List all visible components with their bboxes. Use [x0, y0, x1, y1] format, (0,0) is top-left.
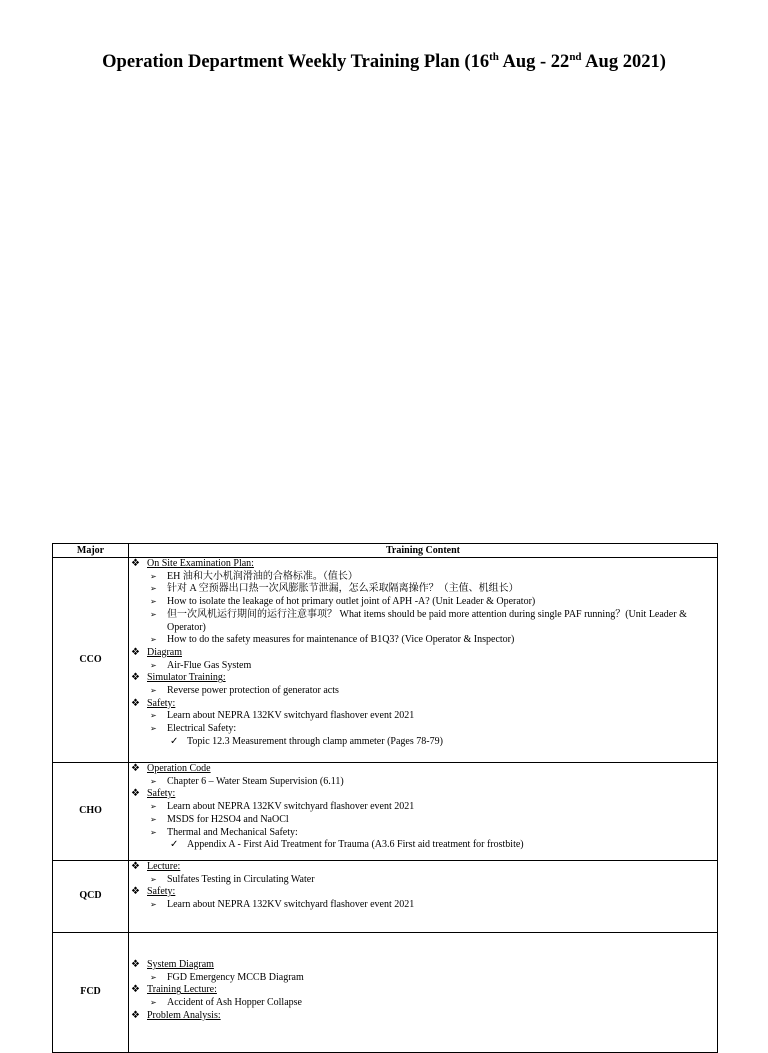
list-item — [129, 660, 717, 673]
diamond-bullet-icon: ❖ — [131, 1009, 140, 1021]
training-content-cell — [129, 558, 718, 763]
diamond-bullet-icon: ❖ — [131, 646, 140, 658]
list-item-text: Electrical Safety: — [167, 723, 237, 735]
table-row — [53, 933, 718, 1053]
sub-list-item-text: Topic 12.3 Measurement through clamp ammeter (Pages 78-79) — [187, 735, 443, 747]
section-heading-label: Operation Code — [147, 763, 211, 774]
section-heading — [129, 1010, 717, 1023]
arrow-bullet-icon: ➢ — [150, 776, 157, 786]
section-heading-label: Safety: — [147, 697, 176, 709]
section-heading-label: System Diagram — [147, 959, 214, 970]
table-row — [53, 763, 718, 861]
list-item-text: Chapter 6 – Water Steam Supervision (6.11) — [167, 775, 344, 787]
section-heading — [129, 959, 717, 972]
arrow-bullet-icon: ➢ — [150, 900, 157, 910]
title-text-end: Aug 2021) — [581, 52, 666, 73]
section-heading — [129, 647, 717, 660]
list-item — [129, 609, 717, 634]
diamond-bullet-icon: ❖ — [131, 672, 140, 684]
page-title — [0, 52, 768, 73]
list-item — [129, 710, 717, 723]
diamond-bullet-icon: ❖ — [131, 861, 140, 872]
arrow-bullet-icon: ➢ — [150, 597, 157, 607]
section-heading — [129, 672, 717, 685]
arrow-bullet-icon: ➢ — [150, 584, 157, 594]
table-header-row — [53, 544, 718, 558]
list-item-text: Thermal and Mechanical Safety: — [167, 826, 298, 838]
arrow-bullet-icon: ➢ — [150, 609, 157, 619]
list-item — [129, 997, 717, 1010]
table-row — [53, 861, 718, 933]
table-body — [53, 558, 718, 1053]
list-item-text: Learn about NEPRA 132KV switchyard flashover event 2021 — [167, 801, 415, 813]
list-item — [129, 814, 717, 827]
diamond-bullet-icon: ❖ — [131, 697, 140, 709]
list-item — [129, 723, 717, 736]
training-content-cell — [129, 861, 718, 933]
list-item — [129, 776, 717, 789]
major-cell: QCD — [53, 861, 129, 933]
diamond-bullet-icon: ❖ — [131, 984, 140, 996]
list-item — [129, 827, 717, 840]
arrow-bullet-icon: ➢ — [150, 711, 157, 721]
list-item-text: How to do the safety measures for maintenance of B1Q3? (Vice Operator & Inspector) — [167, 634, 515, 646]
diamond-bullet-icon: ❖ — [131, 558, 140, 569]
list-item-text: FGD Emergency MCCB Diagram — [167, 971, 304, 983]
arrow-bullet-icon: ➢ — [150, 724, 157, 734]
checkmark-bullet-icon: ✓ — [170, 735, 179, 747]
arrow-bullet-icon: ➢ — [150, 972, 157, 982]
list-item-text: EH 油和大小机润滑油的合格标准。（值长） — [167, 570, 358, 582]
section-heading-label: Safety: — [147, 788, 176, 800]
list-item-text: 针对 A 空预器出口热一次风膨胀节泄漏，怎么采取隔离操作？（主值、机组长） — [167, 583, 519, 595]
major-cell: CHO — [53, 763, 129, 861]
arrow-bullet-icon: ➢ — [150, 874, 157, 884]
arrow-bullet-icon: ➢ — [150, 660, 157, 670]
sub-list-item — [129, 839, 717, 852]
diamond-bullet-icon: ❖ — [131, 959, 140, 970]
major-cell: CCO — [53, 558, 129, 763]
list-item-text: Accident of Ash Hopper Collapse — [167, 997, 302, 1009]
arrow-bullet-icon: ➢ — [150, 635, 157, 645]
title-superscript-nd: nd — [569, 51, 582, 64]
list-item — [129, 899, 717, 912]
list-item — [129, 596, 717, 609]
training-content-cell — [129, 933, 718, 1053]
list-item-text: Sulfates Testing in Circulating Water — [167, 873, 315, 885]
table-row — [53, 558, 718, 763]
title-text-middle: Aug - 22 — [498, 52, 570, 73]
list-item-text: Air-Flue Gas System — [167, 659, 252, 671]
list-item-text: 但一次风机运行期间的运行注意事项？ What items should be paid more attention during single PAF running？(Unit Leader & Operator) — [167, 608, 687, 633]
section-heading — [129, 698, 717, 711]
training-plan-table — [52, 543, 718, 1053]
list-item — [129, 583, 717, 596]
checkmark-bullet-icon: ✓ — [170, 839, 179, 851]
section-heading — [129, 886, 717, 899]
list-item — [129, 685, 717, 698]
section-heading — [129, 788, 717, 801]
section-heading — [129, 861, 717, 874]
list-item — [129, 801, 717, 814]
diamond-bullet-icon: ❖ — [131, 886, 140, 898]
major-cell: FCD — [53, 933, 129, 1053]
list-item-text: MSDS for H2SO4 and NaOCl — [167, 813, 289, 825]
section-heading-label: Safety: — [147, 886, 176, 898]
section-heading — [129, 558, 717, 571]
diamond-bullet-icon: ❖ — [131, 788, 140, 800]
diamond-bullet-icon: ❖ — [131, 763, 140, 774]
section-heading-label: Problem Analysis: — [147, 1009, 221, 1021]
title-superscript-th: th — [489, 51, 499, 64]
section-heading-label: Diagram — [147, 646, 182, 658]
list-item — [129, 874, 717, 887]
list-item — [129, 571, 717, 584]
header-training-content: Training Content — [129, 544, 718, 558]
section-heading — [129, 763, 717, 776]
list-item-text: Learn about NEPRA 132KV switchyard flashover event 2021 — [167, 710, 415, 722]
arrow-bullet-icon: ➢ — [150, 814, 157, 824]
list-item — [129, 972, 717, 985]
arrow-bullet-icon: ➢ — [150, 571, 157, 581]
section-heading-label: On Site Examination Plan: — [147, 558, 254, 569]
training-content-cell — [129, 763, 718, 861]
list-item-text: How to isolate the leakage of hot primary outlet joint of APH -A? (Unit Leader & Operator) — [167, 596, 536, 608]
list-item-text: Reverse power protection of generator acts — [167, 685, 339, 697]
section-heading-label: Simulator Training: — [147, 672, 226, 684]
section-heading — [129, 984, 717, 997]
sub-list-item — [129, 736, 717, 749]
list-item-text: Learn about NEPRA 132KV switchyard flashover event 2021 — [167, 899, 415, 911]
arrow-bullet-icon: ➢ — [150, 686, 157, 696]
arrow-bullet-icon: ➢ — [150, 802, 157, 812]
header-major: Major — [53, 544, 129, 558]
section-heading-label: Lecture: — [147, 861, 181, 872]
sub-list-item-text: Appendix A - First Aid Treatment for Trauma (A3.6 First aid treatment for frostbite) — [187, 839, 524, 851]
arrow-bullet-icon: ➢ — [150, 827, 157, 837]
list-item — [129, 634, 717, 647]
section-heading-label: Training Lecture: — [147, 984, 217, 996]
title-text-start: Operation Department Weekly Training Plan (16 — [102, 52, 490, 73]
arrow-bullet-icon: ➢ — [150, 998, 157, 1008]
